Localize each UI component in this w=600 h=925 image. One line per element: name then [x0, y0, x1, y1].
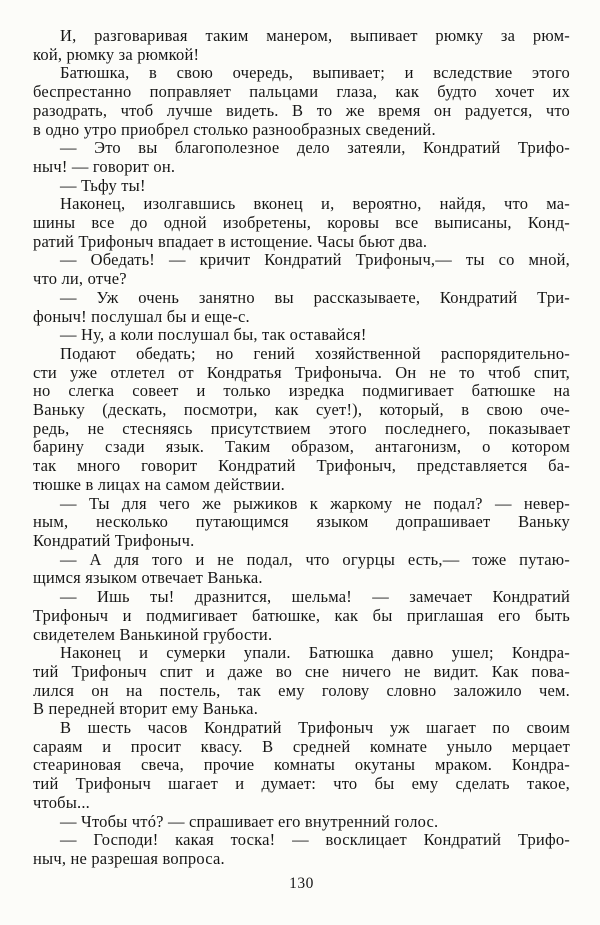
text-line: разодрать, чтоб лучше видеть. В то же время он радуется, что — [33, 100, 570, 120]
text-line: — Ты для чего же рыжиков к жаркому не подал? — невер- — [60, 493, 570, 513]
text-line: стеариновая свеча, прочие комнаты окутаны мраком. Кондра- — [33, 755, 570, 775]
text-line: свидетелем Ванькиной грубости. — [33, 624, 273, 644]
text-line: — Господи! какая тоска! — восклицает Кондратий Трифо- — [60, 830, 570, 850]
paragraph — [33, 644, 570, 719]
text-line: Кондратий Трифоныч. — [33, 530, 195, 550]
paragraph — [33, 813, 570, 832]
paragraph — [33, 139, 570, 176]
text-line: — Это вы благополезное дело затеяли, Кондратий Трифо- — [60, 138, 570, 158]
text-line: тий Трифоныч спит и даже во сне ничего не видит. Как пова- — [33, 661, 570, 681]
text-line: ныч! — говорит он. — [33, 156, 176, 176]
paragraph — [33, 831, 570, 868]
text-line: ным, несколько путающимся языком допрашивает Ваньку — [33, 512, 570, 532]
text-line: сти уже отлетел от Кондратья Трифоныча. Он не то чтоб спит, — [33, 362, 570, 382]
text-line: И, разговаривая таким манером, выпивает рюмку за рюм- — [60, 26, 570, 45]
paragraph — [33, 289, 570, 326]
text-line: В шесть часов Кондратий Трифоныч уж шагает по своим — [60, 718, 570, 738]
paragraph — [33, 251, 570, 288]
text-line: тюшке в лицах на самом действии. — [33, 474, 285, 494]
paragraph — [33, 345, 570, 495]
text-line: — Уж очень занятно вы рассказываете, Кондратий Три- — [60, 287, 570, 307]
paragraph — [33, 588, 570, 644]
text-block — [33, 27, 570, 869]
paragraph — [33, 326, 570, 345]
paragraph — [33, 177, 570, 196]
text-line: В передней вторит ему Ванька. — [33, 699, 259, 719]
paragraph — [33, 551, 570, 588]
text-line: Ваньку (дескать, посмотри, как сует!), который, в свою оче- — [33, 400, 570, 420]
text-line: Наконец и сумерки упали. Батюшка давно ушел; Кондра- — [60, 643, 570, 663]
text-line: — Чтобы чтó? — спрашивает его внутренний голос. — [60, 811, 439, 831]
text-line: ратий Трифоныч впадает в истощение. Часы бьют два. — [33, 231, 428, 251]
paragraph — [33, 27, 570, 64]
text-line: так много говорит Кондратий Трифоныч, представляется ба- — [33, 456, 570, 476]
text-line: — Ишь ты! дразнится, шельма! — замечает Кондратий — [60, 587, 570, 607]
text-line: фоныч! послушал бы и еще-с. — [33, 306, 250, 326]
text-line: ныч, не разрешая вопроса. — [33, 848, 225, 868]
text-line: в одно утро приобрел столько разнообразных сведений. — [33, 119, 436, 139]
text-line: лился он на постель, так ему голову словно заложило чем. — [33, 680, 570, 700]
text-line: — Тьфу ты! — [60, 175, 146, 195]
paragraph — [33, 495, 570, 551]
paragraph — [33, 719, 570, 813]
text-line: беспрестанно поправляет пальцами глаза, как будто хочет их — [33, 82, 570, 102]
text-line: щимся языком отвечает Ванька. — [33, 568, 263, 588]
paragraph — [33, 64, 570, 139]
text-line: тий Трифоныч шагает и думает: что бы ему сделать такое, — [33, 774, 570, 794]
text-line: — Ну, а коли послушал бы, так оставайся! — [60, 325, 367, 345]
text-line: сараям и просит квасу. В средней комнате уныло мерцает — [33, 736, 570, 756]
text-line: кой, рюмку за рюмкой! — [33, 44, 200, 64]
text-line: Батюшка, в свою очередь, выпивает; и вследствие этого — [60, 63, 570, 83]
text-line: Подают обедать; но гений хозяйственной распорядительно- — [60, 343, 570, 363]
text-line: — А для того и не подал, что огурцы есть,— тоже путаю- — [60, 549, 570, 569]
text-line: но слегка совеет и только изредка подмигивает батюшке на — [33, 381, 570, 401]
paragraph — [33, 195, 570, 251]
text-line: чтобы... — [33, 792, 90, 812]
text-line: Трифоныч и подмигивает батюшке, как бы приглашая его быть — [33, 605, 570, 625]
text-line: Наконец, изолгавшись вконец и, вероятно, найдя, что ма- — [60, 194, 570, 214]
text-line: — Обедать! — кричит Кондратий Трифоныч,— ты со мной, — [60, 250, 570, 270]
text-line: редь, не стесняясь присутствием этого последнего, показывает — [33, 418, 570, 438]
text-line: барину сзади язык. Таким образом, антагонизм, о котором — [33, 437, 570, 457]
page-number: 130 — [289, 875, 314, 892]
text-line: шины все до одной изобретены, коровы все выписаны, Конд- — [33, 213, 570, 233]
text-line: что ли, отче? — [33, 269, 127, 289]
